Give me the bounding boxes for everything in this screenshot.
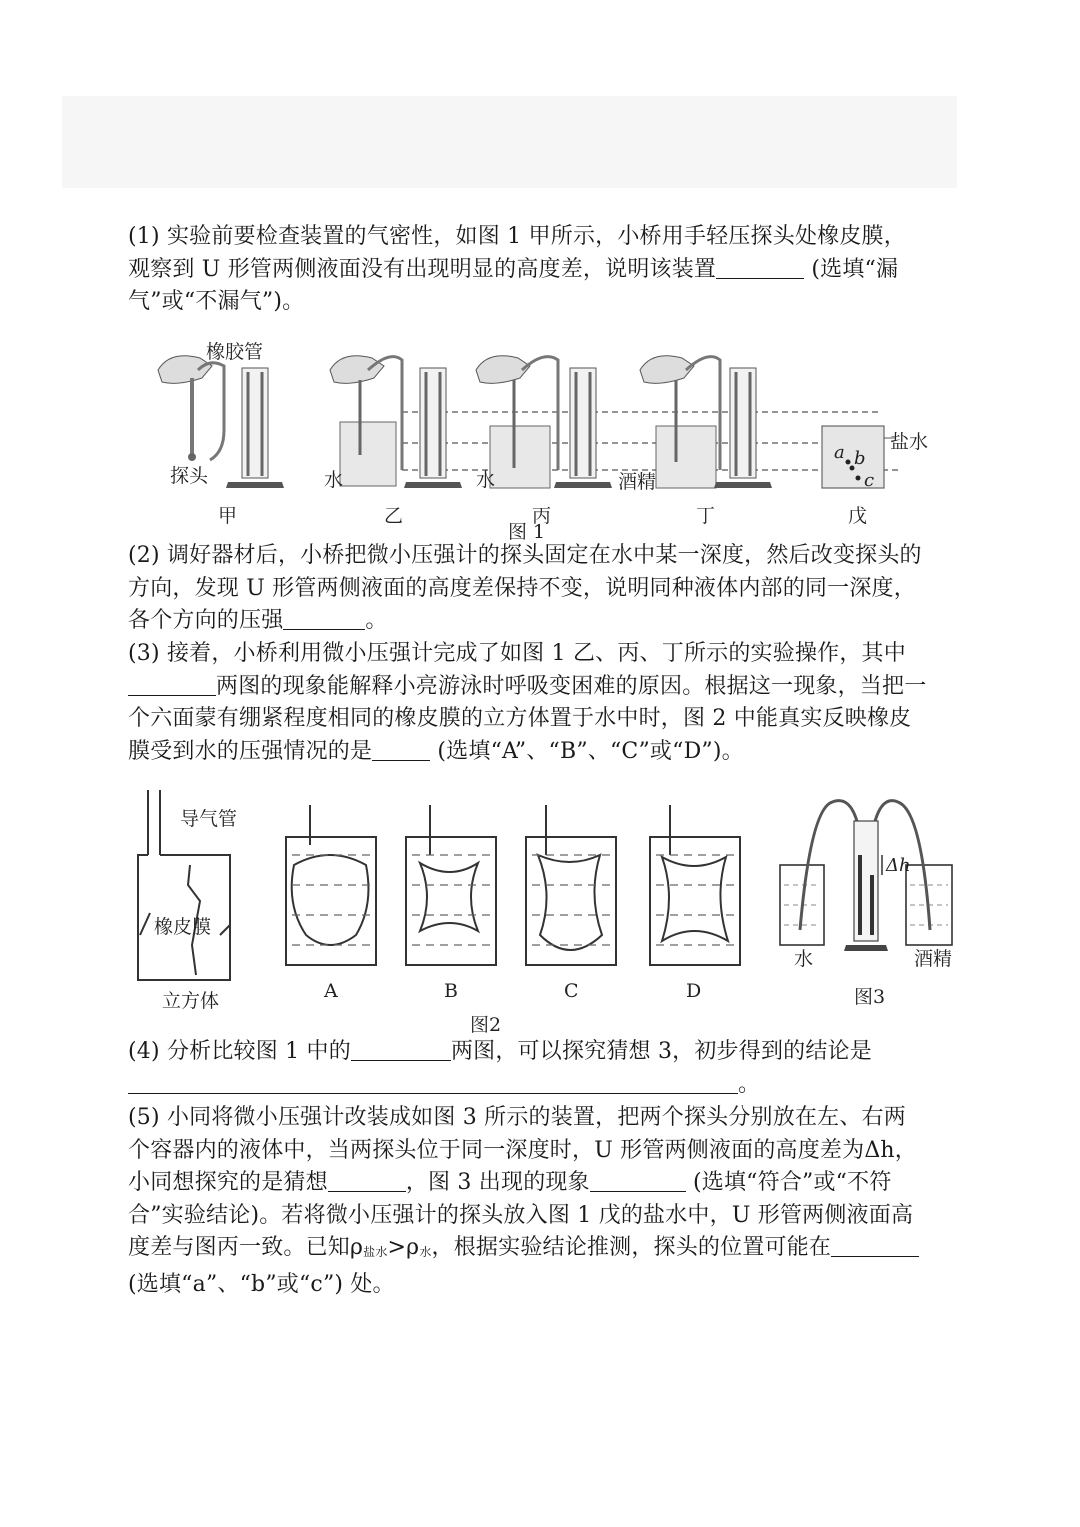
point-c-label: c	[864, 470, 875, 491]
answer-blank-7[interactable]	[328, 1169, 406, 1192]
caption-ding: 丁	[696, 505, 716, 527]
answer-blank-6[interactable]	[128, 1071, 738, 1094]
beaker-option-b	[406, 805, 496, 965]
fig3-water-label: 水	[794, 948, 814, 970]
question-2: (2) 调好器材后，小桥把微小压强计的探头固定在水中某一深度，然后改变探头的方向，发现 U 形管两侧液面的高度差保持不变，说明同种液体内部的同一深度，各个方向的压强 。	[128, 543, 922, 633]
probe-label: 探头	[170, 465, 209, 487]
question-3: (3) 接着，小桥利用微小压强计完成了如图 1 乙、丙、丁所示的实验操作，其中两图的现象能解释小亮游泳时呼吸变困难的原因。根据这一现象，当把一个六面蒙有绷紧程度相同的橡皮膜的立方体置于水中时，图 2 中能真实反映橡皮膜受到水的压强情况的是 (选填“A”、“B”、“C”或“D”)。	[128, 641, 927, 764]
water-label-bing: 水	[476, 469, 496, 491]
answer-blank-1[interactable]	[716, 256, 804, 279]
membrane-label: 橡皮膜	[154, 916, 212, 938]
apparatus-bing	[476, 356, 612, 488]
caption-yi: 乙	[384, 505, 404, 527]
option-a-label: A	[324, 980, 338, 1002]
answer-blank-9[interactable]	[831, 1234, 919, 1257]
caption-jia: 甲	[218, 505, 238, 527]
beaker-option-c	[526, 805, 616, 965]
figure-3-title: 图3	[854, 986, 886, 1008]
tube-label: 橡胶管	[206, 341, 264, 363]
apparatus-ding	[640, 356, 772, 488]
beaker-option-a	[286, 805, 376, 965]
question-4: (4) 分析比较图 1 中的 两图，可以探究猜想 3，初步得到的结论是。	[128, 1039, 872, 1097]
caption-bing: 丙	[532, 505, 552, 527]
answer-blank-3[interactable]	[128, 673, 216, 696]
point-c-dot	[856, 476, 861, 481]
answer-blank-8[interactable]	[590, 1169, 686, 1192]
figure-2-and-3	[130, 785, 970, 1045]
beaker-option-d	[650, 805, 740, 965]
option-b-label: B	[444, 980, 458, 1002]
option-c-label: C	[564, 980, 579, 1002]
delta-h-label: Δh	[886, 855, 911, 876]
caption-wu: 戊	[848, 505, 868, 527]
answer-blank-2[interactable]	[283, 607, 365, 630]
header-band	[62, 96, 957, 188]
answer-blank-5[interactable]	[351, 1038, 451, 1061]
option-d-label: D	[686, 980, 702, 1002]
brine-label: 盐水	[890, 431, 929, 453]
apparatus-yi	[330, 356, 462, 488]
cube-diagram	[138, 790, 237, 1012]
point-a-dot	[846, 460, 851, 465]
figure-3	[780, 801, 952, 1008]
figure-1	[140, 330, 940, 540]
question-5: (5) 小同将微小压强计改装成如图 3 所示的装置，把两个探头分别放在左、右两个容器内的液体中，当两探头位于同一深度时，U 形管两侧液面的高度差为Δh，小同想探究的是猜想 ，图 3 出现的现象 (选填“符合”或“不符合”实验结论)。若将微小压强计的探头放入图 1 戊的盐水中，U 形管两侧液面高度差与图丙一致。已知$\rho_{盐水}>\rho_水$，根据实验结论推测，探头的位置可能在 (选填“a”、“b”或“c”) 处。	[128, 1102, 928, 1301]
fig3-alcohol-label: 酒精	[914, 948, 953, 970]
cube-label: 立方体	[162, 990, 220, 1012]
alcohol-label: 酒精	[618, 471, 657, 493]
question-1: (1) 实验前要检查装置的气密性，如图 1 甲所示，小桥用手轻压探头处橡皮膜，观察到 U 形管两侧液面没有出现明显的高度差，说明该装置 (选填“漏气”或“不漏气”)。	[128, 224, 906, 314]
pipe-label: 导气管	[180, 808, 238, 830]
figure-1-title: 图 1	[508, 521, 546, 540]
point-a-label: a	[834, 442, 845, 463]
water-label-yi: 水	[324, 469, 344, 491]
point-b-label: b	[854, 448, 866, 469]
answer-blank-4[interactable]	[372, 738, 430, 761]
figure-2-title: 图2	[470, 1014, 502, 1036]
